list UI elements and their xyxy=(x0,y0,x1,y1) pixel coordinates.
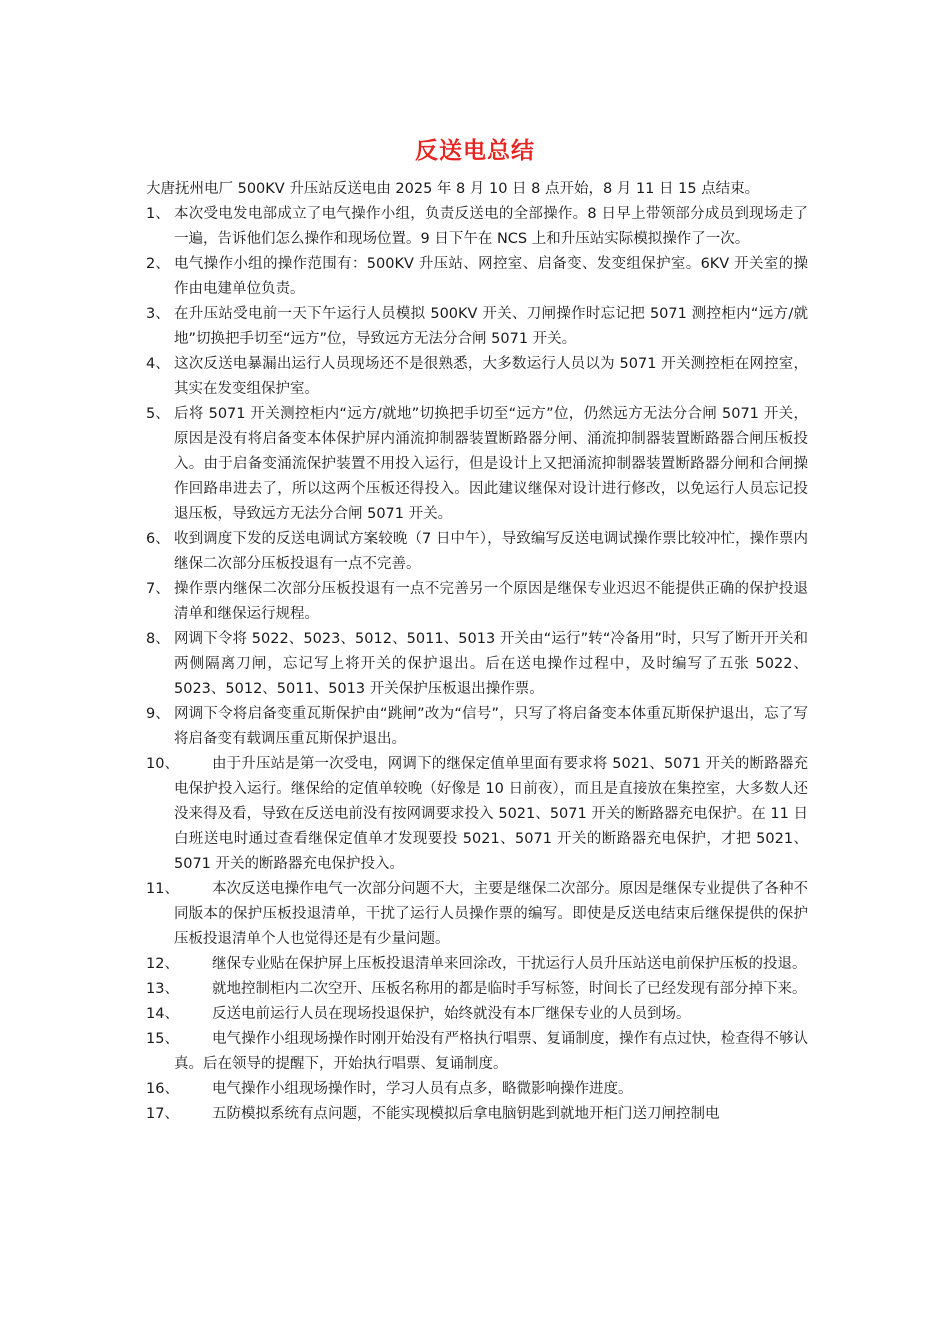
item-number: 13、 xyxy=(146,981,179,997)
list-item xyxy=(146,977,808,1002)
item-number: 10、 xyxy=(146,756,179,772)
list-item xyxy=(146,402,808,527)
item-number: 17、 xyxy=(146,1106,179,1122)
item-text: 后将 5071 开关测控柜内“远方/就地”切换把手切至“远方”位，仍然远方无法分合闸 5071 开关，原因是没有将启备变本体保护屏内涌流抑制器装置断路器分闸、涌流抑制器装置断路器合闸压板投入。由于启备变涌流保护装置不用投入运行，但是设计上又把涌流抑制器装置断路器分闸和合闸操作回路串进去了，所以这两个压板还得投入。因此建议继保对设计进行修改，以免运行人员忘记投退压板，导致远方无法分合闸 5071 开关。 xyxy=(174,406,808,522)
item-text: 操作票内继保二次部分压板投退有一点不完善另一个原因是继保专业迟迟不能提供正确的保护投退清单和继保运行规程。 xyxy=(174,581,808,622)
list-item xyxy=(146,1027,808,1077)
item-number: 1、 xyxy=(146,206,170,222)
list-item xyxy=(146,702,808,752)
item-number: 16、 xyxy=(146,1081,179,1097)
item-text: 这次反送电暴漏出运行人员现场还不是很熟悉，大多数运行人员以为 5071 开关测控柜在网控室，其实在发变组保护室。 xyxy=(174,356,808,397)
item-number: 11、 xyxy=(146,881,179,897)
item-text: 反送电前运行人员在现场投退保护，始终就没有本厂继保专业的人员到场。 xyxy=(212,1006,691,1022)
intro-paragraph: 大唐抚州电厂 500KV 升压站反送电由 2025 年 8 月 10 日 8 点开始，8 月 11 日 15 点结束。 xyxy=(146,181,760,197)
list-item xyxy=(146,352,808,402)
list-item xyxy=(146,527,808,577)
list-item xyxy=(146,627,808,702)
item-text: 网调下令将启备变重瓦斯保护由“跳闸”改为“信号”，只写了将启备变本体重瓦斯保护退出，忘了写将启备变有载调压重瓦斯保护退出。 xyxy=(174,706,808,747)
summary-list xyxy=(146,202,808,1127)
list-item xyxy=(146,202,808,252)
item-text: 本次反送电操作电气一次部分问题不大，主要是继保二次部分。原因是继保专业提供了各种不同版本的保护压板投退清单，干扰了运行人员操作票的编写。即使是反送电结束后继保提供的保护压板投退清单个人也觉得还是有少量问题。 xyxy=(174,881,808,947)
item-text: 在升压站受电前一天下午运行人员模拟 500KV 开关、刀闸操作时忘记把 5071 测控柜内“远方/就地”切换把手切至“远方”位，导致远方无法分合闸 5071 开关。 xyxy=(174,306,808,347)
list-item xyxy=(146,302,808,352)
list-item xyxy=(146,1077,808,1102)
item-number: 12、 xyxy=(146,956,179,972)
item-text: 电气操作小组现场操作时刚开始没有严格执行唱票、复诵制度，操作有点过快，检查得不够认真。后在领导的提醒下，开始执行唱票、复诵制度。 xyxy=(174,1031,808,1072)
document-title: 反送电总结 xyxy=(415,138,535,164)
list-item xyxy=(146,252,808,302)
item-text: 由于升压站是第一次受电，网调下的继保定值单里面有要求将 5021、5071 开关的断路器充电保护投入运行。继保给的定值单较晚（好像是 10 日前夜），而且是直接放在集控室，大多数人还没来得及看，导致在反送电前没有按网调要求投入 5021、5071 开关的断路器充电保护。在 11 日白班送电时通过查看继保定值单才发现要投 5021、5071 开关的断路器充电保护，才把 5021、5071 开关的断路器充电保护投入。 xyxy=(174,756,808,872)
item-number: 6、 xyxy=(146,531,170,547)
list-item xyxy=(146,577,808,627)
list-item xyxy=(146,1102,808,1127)
item-text: 网调下令将 5022、5023、5012、5011、5013 开关由“运行”转“冷备用”时，只写了断开开关和两侧隔离刀闸，忘记写上将开关的保护退出。后在送电操作过程中，及时编写了五张 5022、5023、5012、5011、5013 开关保护压板退出操作票。 xyxy=(174,631,808,697)
item-number: 7、 xyxy=(146,581,170,597)
item-number: 2、 xyxy=(146,256,170,272)
item-text: 就地控制柜内二次空开、压板名称用的都是临时手写标签，时间长了已经发现有部分掉下来。 xyxy=(212,981,807,997)
list-item xyxy=(146,1002,808,1027)
item-number: 14、 xyxy=(146,1006,179,1022)
item-text: 电气操作小组的操作范围有：500KV 升压站、网控室、启备变、发变组保护室。6KV 开关室的操作由电建单位负责。 xyxy=(174,256,808,297)
item-number: 5、 xyxy=(146,406,170,422)
item-text: 五防模拟系统有点问题，不能实现模拟后拿电脑钥匙到就地开柜门送刀闸控制电 xyxy=(212,1106,720,1122)
list-item xyxy=(146,952,808,977)
list-item xyxy=(146,752,808,877)
item-number: 9、 xyxy=(146,706,170,722)
item-text: 电气操作小组现场操作时，学习人员有点多，略微影响操作进度。 xyxy=(212,1081,633,1097)
item-text: 收到调度下发的反送电调试方案较晚（7 日中午），导致编写反送电调试操作票比较冲忙，操作票内继保二次部分压板投退有一点不完善。 xyxy=(174,531,808,572)
item-number: 15、 xyxy=(146,1031,179,1047)
item-number: 4、 xyxy=(146,356,170,372)
item-number: 8、 xyxy=(146,631,170,647)
item-number: 3、 xyxy=(146,306,170,322)
item-text: 继保专业贴在保护屏上压板投退清单来回涂改，干扰运行人员升压站送电前保护压板的投退。 xyxy=(212,956,807,972)
list-item xyxy=(146,877,808,952)
item-text: 本次受电发电部成立了电气操作小组，负责反送电的全部操作。8 日早上带领部分成员到现场走了一遍，告诉他们怎么操作和现场位置。9 日下午在 NCS 上和升压站实际模拟操作了一次。 xyxy=(174,206,808,247)
